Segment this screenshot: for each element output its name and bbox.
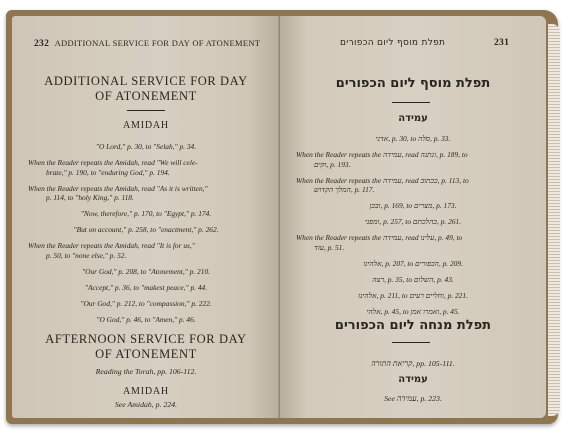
left-running-head bbox=[34, 38, 260, 49]
right-entry-3-line-2: המלך הקדוש, p. 117. bbox=[314, 185, 375, 194]
left-title-line-1: ADDITIONAL SERVICE FOR DAY bbox=[44, 74, 248, 88]
left-see-amidah: See Amidah, p. 224. bbox=[114, 400, 178, 409]
left-entry-7-line-1: "Our God," p. 208, to "Atonement," p. 210. bbox=[82, 266, 210, 276]
right-page-number: 231 bbox=[494, 38, 510, 48]
right-see-amidah: See עמידה, p. 223. bbox=[384, 394, 442, 403]
right-subheading: עמידה bbox=[398, 113, 428, 124]
left-entry-10-line-1: "O God," p. 46, to "Amen," p. 46. bbox=[96, 314, 196, 324]
right-entry-6-line-1: When the Reader repeats the עמידה, read עלינו, p. 49, to bbox=[296, 233, 463, 242]
right-page bbox=[280, 16, 546, 418]
right-title-rule bbox=[392, 102, 430, 103]
left-entry-6-line-2: p. 50, to "none else," p. 52. bbox=[46, 250, 127, 260]
right-section2-rule bbox=[392, 342, 430, 343]
right-entry-1-line-1: אדני, p. 30, to סלה, p. 33. bbox=[375, 134, 451, 143]
left-entry-1-line-1: "O Lord," p. 30, to "Selah," p. 34. bbox=[95, 142, 197, 151]
right-entry-2-line-2: וקים, p. 193. bbox=[314, 159, 351, 169]
left-entry-3-line-1: When the Reader repeats the Amidah, read "As it is written," bbox=[28, 183, 208, 193]
left-section2-title bbox=[12, 332, 280, 362]
left-section2-title-line-1: AFTERNOON SERVICE FOR DAY bbox=[45, 332, 247, 346]
page-edges bbox=[548, 24, 560, 416]
right-entry-7-line-1: אלהינו, p. 207, to הכפורים, p. 209. bbox=[363, 258, 463, 268]
left-page bbox=[12, 16, 280, 418]
left-subheading: AMIDAH bbox=[123, 120, 169, 131]
left-entry-2-line-2: brate," p. 190, to "enduring God," p. 194. bbox=[46, 167, 170, 177]
left-entry-4-line-1: "Now, therefore," p. 170, to "Egypt," p. 174. bbox=[80, 209, 212, 218]
right-reading: קריאת התורה, pp. 105-111. bbox=[371, 359, 455, 368]
right-entry-6-line-2: עוד, p. 51. bbox=[314, 242, 345, 252]
right-entry-9-line-1: אלהינו, p. 211, to וחליים רעים, p. 221. bbox=[358, 290, 468, 300]
right-entry-5-line-1: ומפני, p. 257, to כהלכתם, p. 261. bbox=[364, 217, 462, 226]
left-entry-9-line-1: "Our God," p. 212, to "compassion," p. 222. bbox=[80, 298, 212, 308]
left-reading: Reading the Torah, pp. 106-112. bbox=[95, 367, 197, 376]
right-section2-title: תפלת מנחה ליום הכפורים bbox=[334, 318, 492, 333]
left-title-line-2: OF ATONEMENT bbox=[95, 89, 197, 103]
left-title bbox=[12, 74, 280, 104]
right-running-head: תפלת מוסף ליום הכפורים bbox=[340, 38, 446, 48]
right-entry-8-line-1: רצה, p. 35, to השלום, p. 43. bbox=[372, 274, 454, 284]
right-entry-4-line-1: ובכן, p. 169, to מצרים, p. 173. bbox=[369, 201, 457, 210]
left-section2-title-line-2: OF ATONEMENT bbox=[95, 347, 197, 361]
right-entry-3-line-1: When the Reader repeats the עמידה, read ככתוב, p. 113, to bbox=[296, 175, 469, 185]
left-entry-3-line-2: p. 114, to "holy King," p. 118. bbox=[46, 193, 134, 202]
left-subheading2: AMIDAH bbox=[123, 386, 169, 397]
left-entry-5-line-1: "But on account," p. 258, to "enactment," p. 262. bbox=[73, 225, 219, 234]
left-entry-2-line-1: When the Reader repeats the Amidah, read "We will cele- bbox=[28, 158, 198, 167]
right-title: תפלת מוסף ליום הכפורים bbox=[335, 76, 491, 91]
right-entry-2-line-1: When the Reader repeats the עמידה, read ונתנה, p. 189, to bbox=[296, 150, 468, 159]
left-page-number: 232 bbox=[34, 39, 50, 49]
left-running-title: ADDITIONAL SERVICE FOR DAY OF ATONEMENT bbox=[54, 38, 261, 48]
right-subheading2: עמידה bbox=[398, 374, 428, 385]
left-entry-6-line-1: When the Reader repeats the Amidah, read "It is for us," bbox=[28, 241, 195, 250]
right-entry-10-line-1: אלהי, p. 45, to ואמרו אמן, p. 45. bbox=[366, 306, 460, 316]
left-entry-8-line-1: "Accept," p. 36, to "makest peace," p. 44. bbox=[84, 282, 208, 292]
open-book bbox=[6, 10, 558, 424]
left-title-rule bbox=[127, 110, 165, 111]
